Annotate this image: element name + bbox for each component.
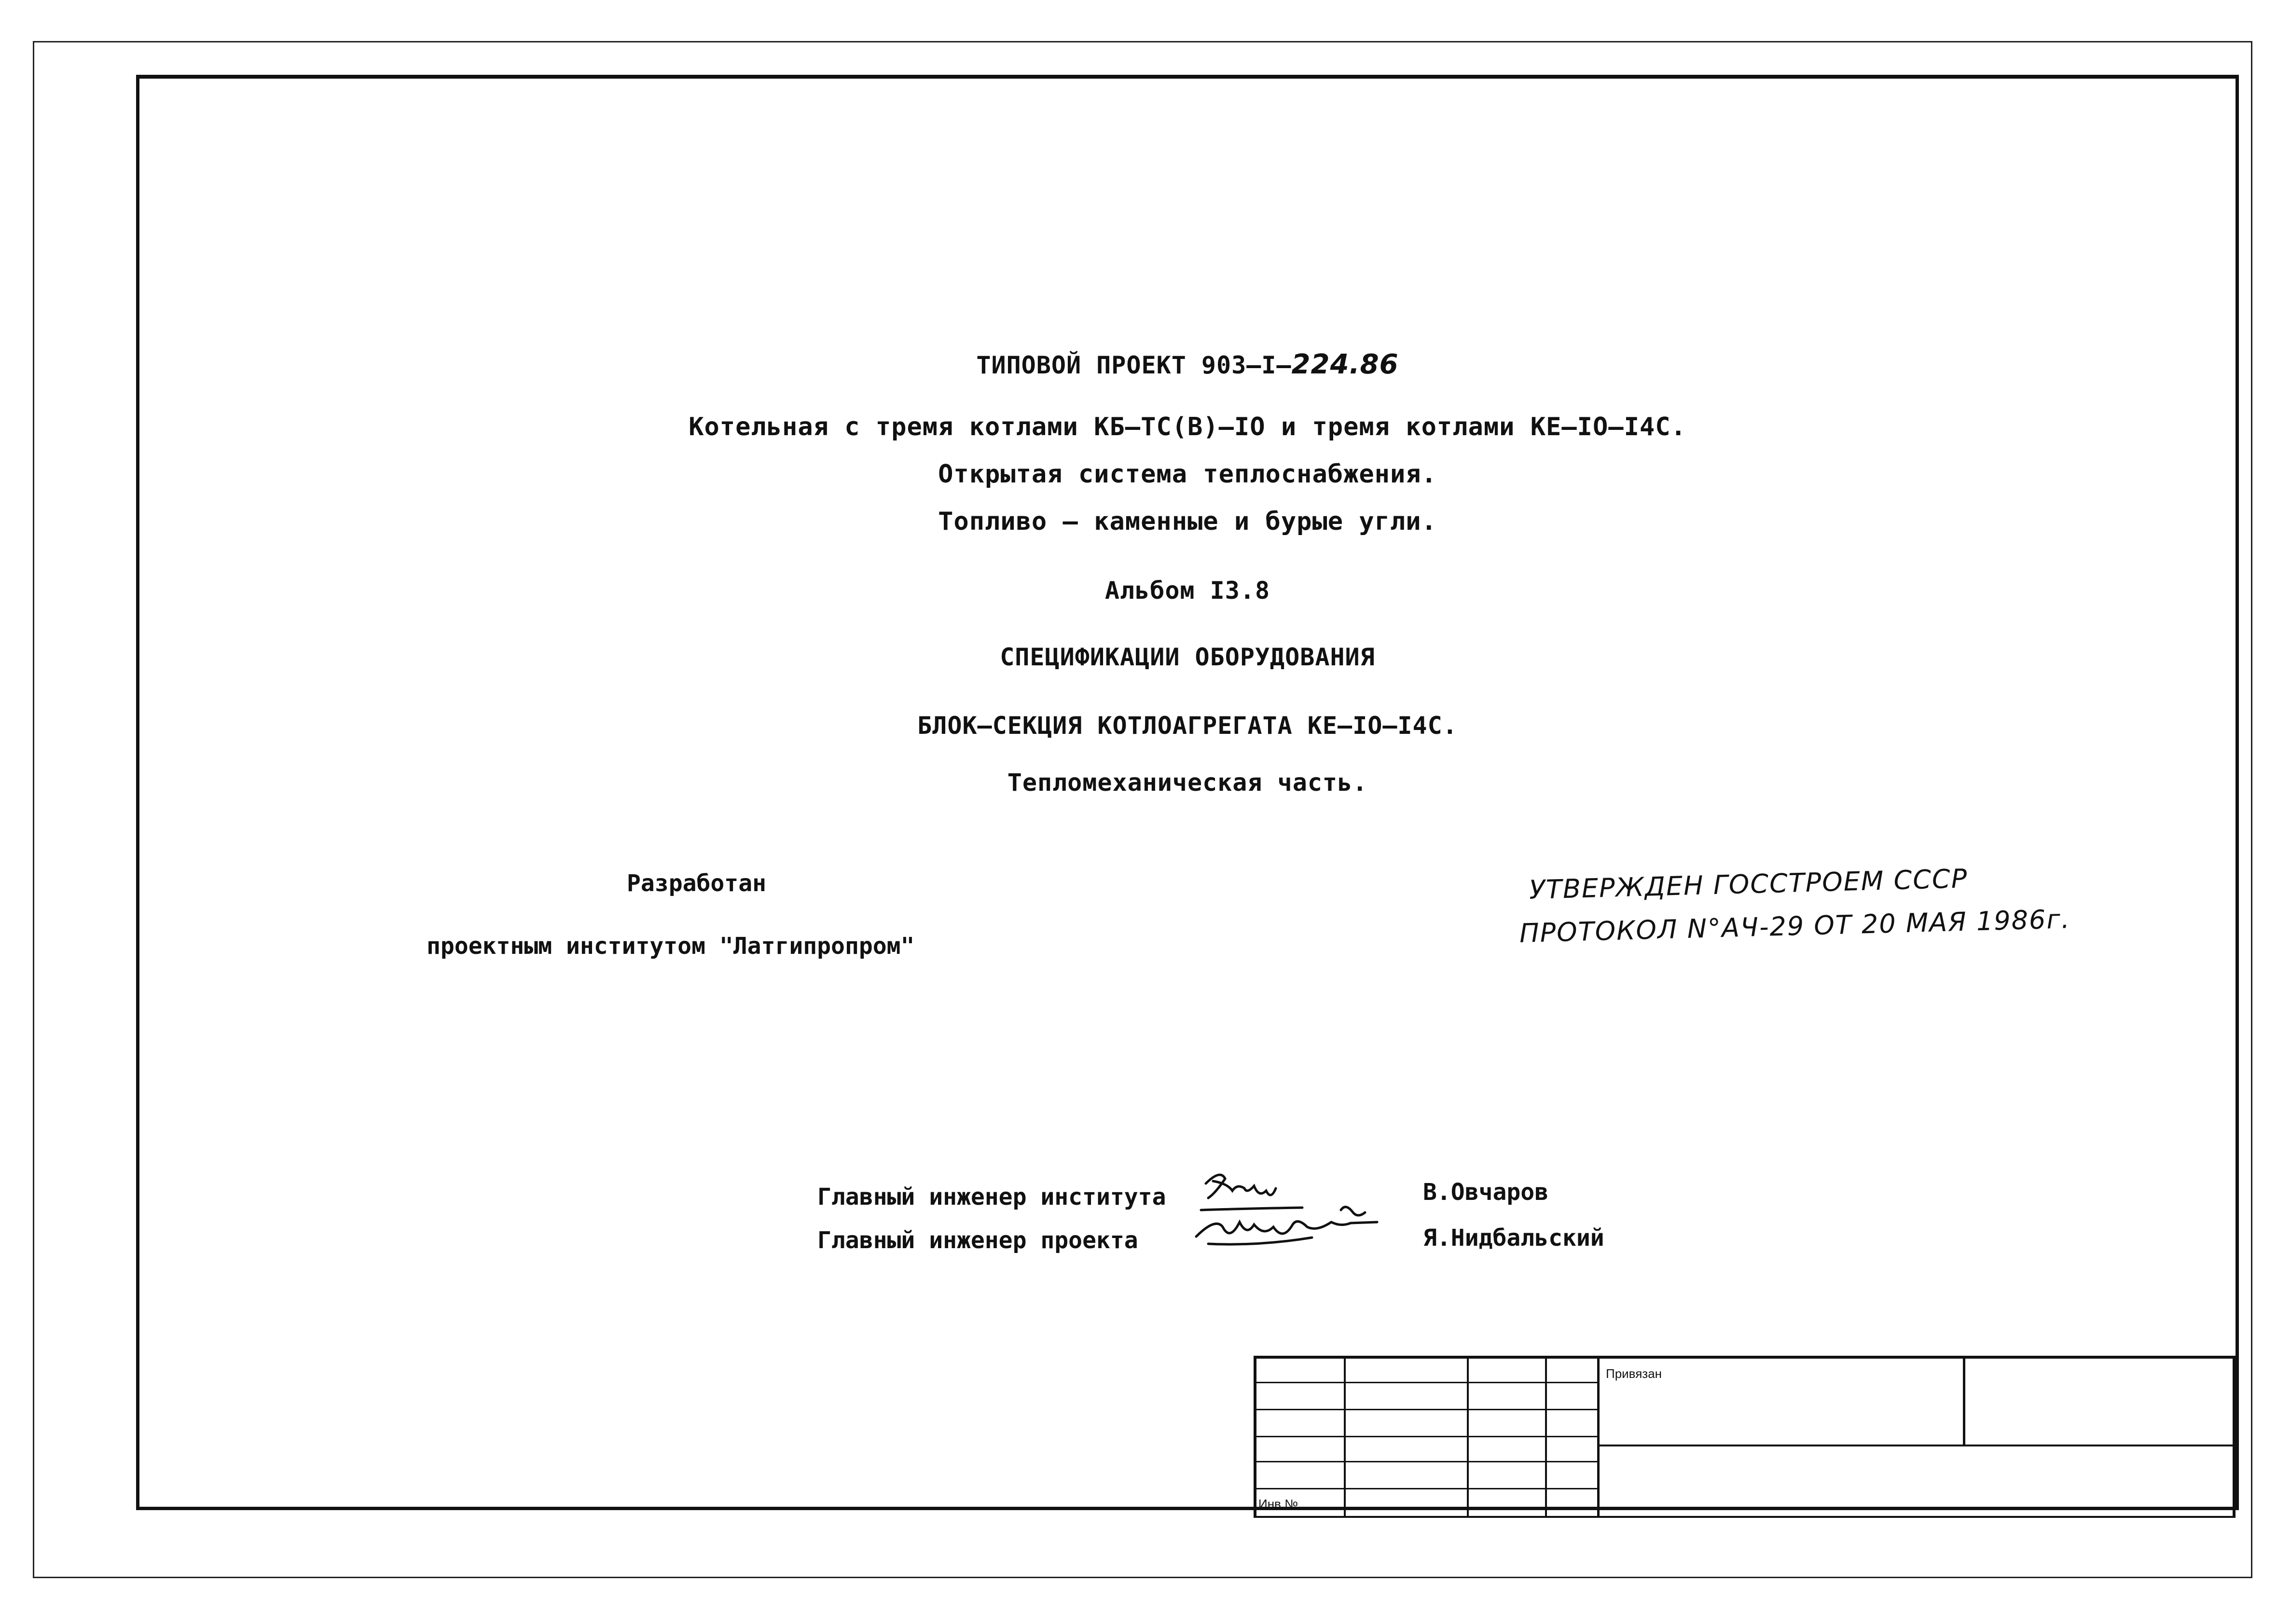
signature-name-1: В.Овчаров — [1423, 1179, 1549, 1206]
developer-institute: проектным институтом "Латгипропром" — [427, 933, 915, 960]
signature-name-2: Я.Нидбальский — [1423, 1225, 1604, 1252]
project-number-handwritten: 224.86 — [1291, 349, 1399, 380]
handwritten-signatures — [1187, 1164, 1389, 1256]
project-description-line-3: Топливо – каменные и бурые угли. — [938, 507, 1437, 536]
album-number: Альбом I3.8 — [1104, 577, 1270, 605]
stamp-inventory-label: Инв № — [1258, 1497, 1298, 1511]
approval-line-2: ПРОТОКОЛ N°АЧ-29 ОТ 20 МАЯ 1986г. — [1519, 904, 2071, 949]
developed-label: Разработан — [627, 870, 766, 897]
project-title — [139, 349, 2236, 380]
signature-role-1: Главный инженер института — [817, 1184, 1166, 1211]
part-title: Тепломеханическая часть. — [1007, 769, 1368, 797]
approval-line-1: УТВЕРЖДЕН ГОССТРОЕМ СССР — [1529, 863, 1968, 905]
signature-role-2: Главный инженер проекта — [817, 1227, 1138, 1254]
drawing-frame — [136, 75, 2239, 1510]
title-block-stamp — [1254, 1356, 2236, 1515]
stamp-attached-label: Привязан — [1606, 1366, 1662, 1381]
project-title-prefix: ТИПОВОЙ ПРОЕКТ 903–I– — [976, 351, 1292, 379]
section-title: СПЕЦИФИКАЦИИ ОБОРУДОВАНИЯ — [1000, 643, 1375, 671]
block-title: БЛОК–СЕКЦИЯ КОТЛОАГРЕГАТА КЕ–IO–I4C. — [917, 712, 1458, 740]
project-description-line-1: Котельная с тремя котлами КБ–ТС(В)–IO и тремя котлами КЕ–IO–I4C. — [689, 413, 1686, 441]
project-description-line-2: Открытая система теплоснабжения. — [938, 460, 1437, 489]
